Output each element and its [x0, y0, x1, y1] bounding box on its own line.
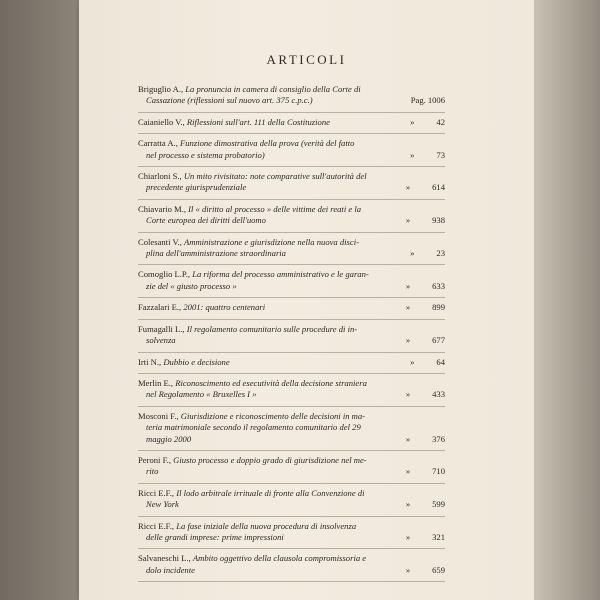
page-ref-marker: »	[405, 531, 411, 542]
article-page-ref	[406, 434, 445, 445]
article-entry	[138, 117, 445, 134]
page-ref-marker: »	[405, 182, 411, 193]
page-ref-marker: »	[405, 335, 411, 346]
article-first-line	[138, 553, 445, 564]
article-page-ref	[406, 182, 445, 193]
article-page-ref	[406, 466, 445, 477]
page-number: 376	[432, 433, 445, 444]
article-author: Fazzalari E.,	[138, 302, 184, 313]
article-first-line	[138, 521, 445, 532]
article-title: Funzione dimostrativa della prova (verità del fatto	[180, 138, 355, 149]
article-first-line	[138, 84, 445, 95]
article-title-continuation: Cassazione (riflessioni sul nuovo art. 375 c.p.c.)	[146, 95, 313, 106]
page-number: 938	[432, 215, 445, 226]
article-entry	[138, 324, 445, 353]
article-author: Merlin E.,	[138, 377, 176, 388]
page-number: 614	[432, 182, 445, 193]
article-author: Chiarloni S.,	[138, 171, 184, 182]
article-author: Ricci E.F.,	[138, 487, 177, 498]
book-page-edge	[534, 0, 600, 600]
page-ref-marker: Pag.	[410, 95, 426, 106]
article-title: Giurisdizione e riconoscimento delle decisioni in ma-	[180, 410, 366, 421]
article-author: Briguglio A.,	[138, 84, 186, 94]
article-author: Ricci E.F.,	[138, 520, 177, 531]
article-title: Amministrazione e giurisdizione nella nuova disci-	[184, 236, 359, 247]
article-page-ref	[410, 248, 445, 259]
page-ref-marker: »	[405, 302, 411, 313]
page-number: 23	[436, 248, 445, 259]
page-number: 710	[432, 466, 445, 477]
page-ref-marker: »	[410, 356, 415, 367]
article-author: Colesanti V.,	[138, 236, 184, 247]
article-author: Carratta A.,	[138, 138, 180, 149]
article-entry	[138, 204, 445, 233]
article-title: Il regolamento comunitario sulle procedure di in-	[186, 323, 358, 334]
page-ref-marker: »	[405, 564, 411, 575]
article-page-ref	[410, 117, 445, 128]
article-first-line	[138, 204, 445, 215]
page-number: 599	[432, 499, 445, 510]
page-ref-marker: »	[410, 248, 415, 259]
page-number: 1006	[427, 95, 445, 106]
article-title: La pronuncia in camera di consiglio della Corte di	[185, 84, 361, 94]
article-page-ref	[406, 565, 445, 576]
article-title-continuation: teria matrimoniale secondo il regolamento comunitario del 29	[146, 422, 361, 433]
page-ref-marker: »	[405, 215, 411, 226]
article-page-ref	[406, 302, 445, 313]
article-page-ref	[410, 357, 445, 368]
article-title-continuation: New York	[146, 499, 179, 510]
article-title-continuation: solvenza	[146, 335, 176, 346]
article-page-ref	[406, 532, 445, 543]
article-page-ref	[406, 499, 445, 510]
article-page-ref	[406, 281, 445, 292]
article-title: 2001: quattro centenari	[183, 302, 266, 313]
article-author: Salvaneschi L.,	[138, 553, 193, 564]
article-title: Dubbio e decisione	[163, 356, 230, 367]
article-page-ref	[406, 335, 445, 346]
article-title-continuation: delle grandi imprese: prime impressioni	[146, 531, 284, 542]
article-title-continuation: dolo incidente	[146, 564, 195, 575]
page-number: 433	[432, 389, 445, 400]
article-entry	[138, 488, 445, 517]
article-title: Il lodo arbitrale irrituale di fronte alla Convenzione di	[176, 487, 365, 498]
article-entry	[138, 237, 445, 266]
article-first-line	[138, 171, 445, 182]
article-entry	[138, 84, 445, 113]
article-author: Comoglio L.P.,	[138, 269, 193, 280]
article-title: Il « diritto al processo » delle vittime dei reati e la	[188, 203, 362, 214]
article-entry	[138, 269, 445, 298]
page-number: 633	[432, 280, 445, 291]
page-ref-marker: »	[405, 389, 411, 400]
page-number: 321	[432, 531, 445, 542]
article-page-ref	[406, 389, 445, 400]
article-entry	[138, 171, 445, 200]
article-first-line	[138, 269, 445, 280]
article-author: Caianiello V.,	[138, 116, 187, 127]
article-page-ref	[406, 215, 445, 226]
article-page-ref	[410, 150, 445, 161]
article-first-line	[138, 324, 445, 335]
page-number: 42	[436, 116, 445, 127]
article-entry	[138, 378, 445, 407]
article-title-continuation: zie del « giusto processo »	[146, 280, 237, 291]
article-title-continuation: nel processo e sistema probatorio)	[146, 149, 265, 160]
article-author: Peroni F.,	[138, 454, 174, 465]
page-number: 64	[436, 356, 445, 367]
article-entry	[138, 553, 445, 582]
article-title: Ambito oggettivo della clausola compromissoria e	[192, 553, 367, 564]
article-first-line	[138, 411, 445, 422]
section-heading: ARTICOLI	[266, 52, 347, 67]
article-title-continuation: Corte europea dei diritti dell'uomo	[146, 215, 266, 226]
page-ref-marker: »	[410, 116, 415, 127]
article-first-line	[138, 138, 445, 149]
article-first-line	[138, 117, 445, 128]
article-entry	[138, 357, 445, 374]
article-first-line	[138, 455, 445, 466]
article-title-continuation: plina dell'amministrazione straordinaria	[146, 248, 286, 259]
article-title: Un mito rivisitato: note comparative sull'autorità del	[183, 171, 367, 182]
book-left-edge	[0, 0, 79, 600]
page-number: 73	[436, 149, 445, 160]
article-title-continuation: precedente giurisprudenziale	[146, 182, 247, 193]
article-entry	[138, 411, 445, 451]
article-entry	[138, 455, 445, 484]
article-first-line	[138, 302, 445, 313]
article-author: Fumagalli L.,	[138, 323, 187, 334]
article-first-line	[138, 488, 445, 499]
article-page-ref	[411, 95, 445, 106]
page-ref-marker: »	[410, 149, 415, 160]
article-entry	[138, 302, 445, 319]
article-title: Riconoscimento ed esecutività della decisione straniera	[175, 377, 367, 388]
article-title: La riforma del processo amministrativo e le garan-	[192, 269, 369, 280]
article-author: Mosconi F.,	[138, 410, 181, 421]
page-number: 899	[432, 302, 445, 313]
page-ref-marker: »	[405, 280, 411, 291]
page-ref-marker: »	[405, 466, 411, 477]
article-title: Riflessioni sull'art. 111 della Costituzione	[186, 116, 330, 127]
article-first-line	[138, 357, 445, 368]
page-number: 659	[432, 564, 445, 575]
article-author: Chiavario M.,	[138, 203, 189, 214]
article-author: Irti N.,	[138, 356, 164, 367]
article-first-line	[138, 378, 445, 389]
article-title: Giusto processo e doppio grado di giurisdizione nel me-	[173, 454, 367, 465]
page-ref-marker: »	[405, 499, 411, 510]
article-list	[138, 84, 445, 586]
page-ref-marker: »	[405, 433, 411, 444]
article-entry	[138, 521, 445, 550]
article-entry	[138, 138, 445, 167]
article-title-continuation: maggio 2000	[146, 433, 192, 444]
article-title-continuation: rito	[146, 466, 159, 477]
article-first-line	[138, 237, 445, 248]
article-title-continuation: nel Regolamento « Bruxelles I »	[146, 389, 257, 400]
article-title: La fase iniziale della nuova procedura di insolvenza	[176, 520, 357, 531]
page-number: 677	[432, 335, 445, 346]
